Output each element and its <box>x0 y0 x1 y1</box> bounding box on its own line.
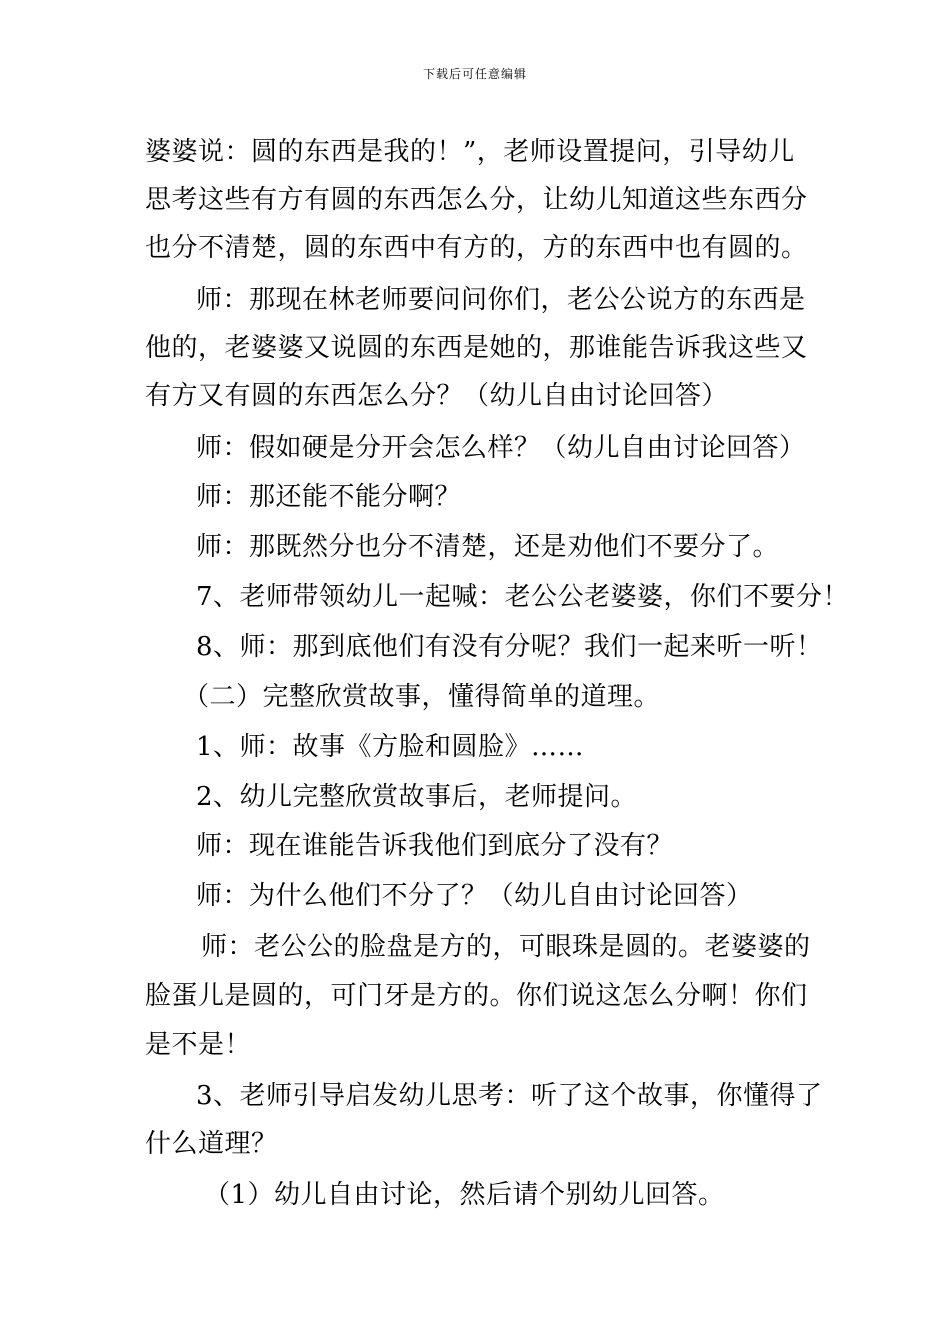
text-line: 什么道理？ <box>145 1129 278 1159</box>
text-line: 2、幼儿完整欣赏故事后，老师提问。 <box>196 782 638 812</box>
text-line: 8、师：那到底他们有没有分呢？我们一起来听一听！ <box>196 632 823 662</box>
text-line: 思考这些有方有圆的东西怎么分，让幼儿知道这些东西分 <box>145 185 808 215</box>
text-line: 7、老师带领幼儿一起喊：老公公老婆婆，你们不要分！ <box>196 582 850 612</box>
text-line: （1）幼儿自由讨论，然后请个别幼儿回答。 <box>204 1180 725 1210</box>
text-line: 师：那现在林老师要问问你们，老公公说方的东西是 <box>196 285 806 315</box>
text-line: 婆婆说：圆的东西是我的！”，老师设置提问，引导幼儿 <box>145 137 795 167</box>
text-line: 脸蛋儿是圆的，可门牙是方的。你们说这怎么分啊！你们 <box>145 981 808 1011</box>
text-line: 师：老公公的脸盘是方的，可眼珠是圆的。老婆婆的 <box>201 932 811 962</box>
text-line: 师：现在谁能告诉我他们到底分了没有？ <box>196 831 674 861</box>
text-line: 有方又有圆的东西怎么分？（幼儿自由讨论回答） <box>145 381 729 411</box>
text-line: 师：假如硬是分开会怎么样？（幼儿自由讨论回答） <box>196 433 806 463</box>
text-line: 是不是！ <box>145 1030 252 1060</box>
text-line: 1、师：故事《方脸和圆脸》…… <box>196 732 585 762</box>
text-line: 3、老师引导启发幼儿思考：听了这个故事，你懂得了 <box>196 1081 823 1111</box>
text-line: 师：那还能不能分啊？ <box>196 482 462 512</box>
text-line: 也分不清楚，圆的东西中有方的，方的东西中也有圆的。 <box>145 233 808 263</box>
text-line: 他的，老婆婆又说圆的东西是她的，那谁能告诉我这些又 <box>145 333 808 363</box>
text-line: 师：那既然分也分不清楚，还是劝他们不要分了。 <box>196 532 780 562</box>
section-heading: （二）完整欣赏故事，懂得简单的道理。 <box>183 682 661 712</box>
text-line: 师：为什么他们不分了？（幼儿自由讨论回答） <box>196 881 753 911</box>
page-header: 下载后可任意编辑 <box>422 67 527 81</box>
